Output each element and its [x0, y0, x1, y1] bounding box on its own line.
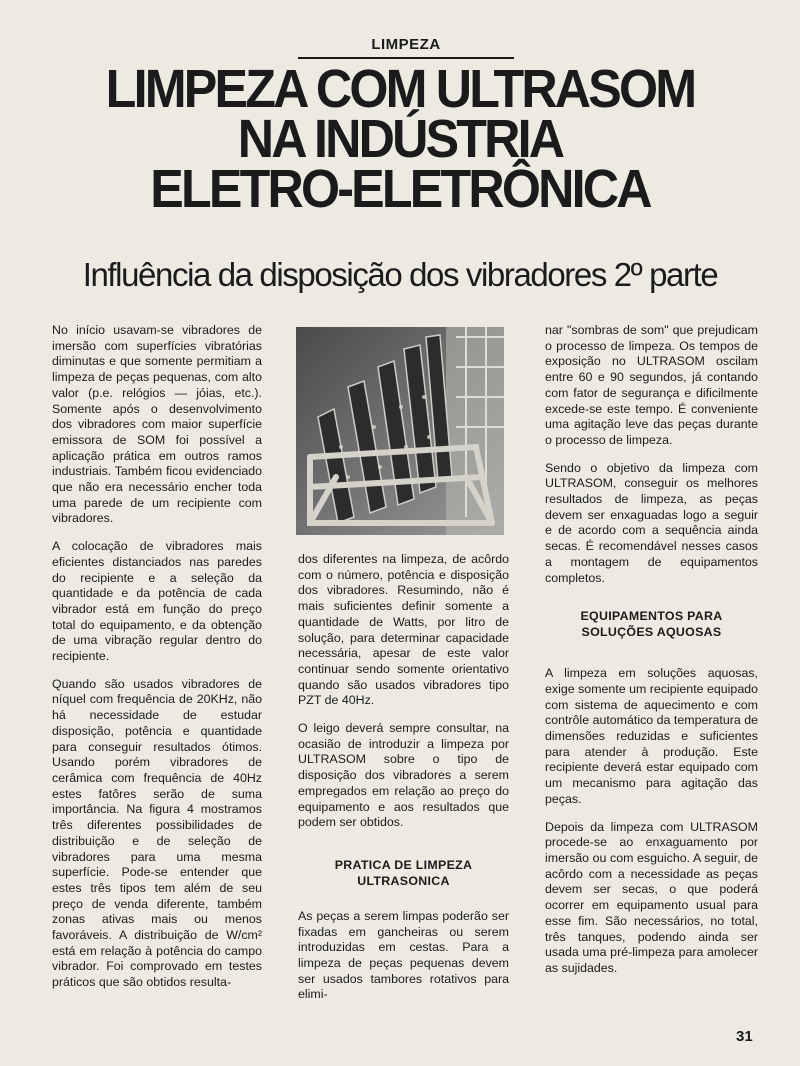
title-line-1: LIMPEZA COM ULTRASOM [105, 59, 695, 119]
paragraph: Quando são usados vibradores de níquel com frequência de 20KHz, não há necessidade de estudar disposição, potência e quantidade para conseguir resultados ótimos. Usando porém vibradores de cerâmica com frequência de 40Hz estes fatôres serão de suma importância. Na figura 4 mostramos três diferentes possibilidades de distribuição e de seleção de vibradores para uma mesma superfície. Pode-se entender que estes três tipos tem além de seu preço de venda diferente, também zonas ativas mais ou menos favoráveis. A distribuição de W/cm² está em relação à potência do campo vibrador. Foi comprovado em testes práticos que são obtidos resulta- [52, 676, 262, 990]
page-number: 31 [736, 1028, 753, 1045]
title-line-3: ELETRO-ELETRÔNICA [150, 159, 650, 219]
subsection-heading-equipamentos [545, 608, 758, 640]
paragraph: O leigo deverá sempre consultar, na ocasião de introduzir a limpeza por ULTRASOM sobre o tipo de disposição dos vibradores a serem empregados em relação ao preço do equipamento e aos resultados que podem ser obtidos. [298, 721, 509, 830]
article-subtitle: Influência da disposição dos vibradores 2º parte [82, 256, 718, 293]
paragraph: dos diferentes na limpeza, de acôrdo com o número, potência e disposição dos vibradores. Resumindo, não é mais suficientes definir somente a quantidade de Watts, por litro de solução, para determinar capacidade necessária, apesar de este valor continuar sendo somente orientativo quando são usados vibradores tipo PZT de 40Hz. [298, 552, 509, 708]
paragraph: Depois da limpeza com ULTRASOM procede-se ao enxaguamento por imersão ou com esguicho. A seguir, de acôrdo com a necessidade as peças devem ser secas, o que poderá ocorrer em equipamento usual para esse fim. São necessários, no total, três tanques, podendo ainda ser usada uma pré-limpeza para amolecer as sujidades. [545, 819, 758, 975]
paragraph: No início usavam-se vibradores de imersão com superfícies vibratórias diminutas e que somente permitiam a limpeza de peças pequenas, com alto valor (p.e. relógios — jóias, etc.). Somente após o desenvolvimento dos vibradores com maior superfície emissora de SOM foi possível a aplicação prática em outros ramos industriais. Também ficou evidenciado que não era necessário encher toda uma parede de um recipiente com vibradores. [52, 323, 262, 526]
subsection-heading-pratica [298, 857, 509, 889]
heading-line: EQUIPAMENTOS PARA [580, 609, 723, 624]
text-column-3 [545, 323, 758, 989]
paragraph: nar "sombras de som" que prejudicam o processo de limpeza. Os tempos de exposição no ULTRASOM oscilam entre 60 e 90 segundos, já contando com fator de segurança e dificilmente excede-se este tempo. É conveniente uma agitação leve das peças durante o processo de limpeza. [545, 323, 758, 447]
heading-line: PRATICA DE LIMPEZA [334, 857, 473, 872]
basket-illustration [296, 327, 504, 535]
text-column-1 [52, 323, 262, 1003]
paragraph: As peças a serem limpas poderão ser fixadas em gancheiras ou serem introduzidas em cestas. Para a limpeza de peças pequenas devem ser usados tambores rotativos para elimi- [298, 908, 509, 1002]
section-label: LIMPEZA [298, 37, 514, 59]
heading-line: ULTRASONICA [357, 873, 450, 888]
ultrasonic-basket-photo [296, 327, 504, 535]
paragraph: A limpeza em soluções aquosas, exige somente um recipiente equipado com sistema de aquecimento e com contrôle automático da temperatura de dimensões reduzidas e suficientes para atender à produção. Este recipiente deverá estar equipado com um mecanismo para agitação das peças. [545, 666, 758, 806]
title-line-2: NA INDÚSTRIA [237, 109, 563, 169]
paragraph: Sendo o objetivo da limpeza com ULTRASOM, conseguir os melhores resultados de limpeza, as peças devem ser enxaguadas logo a seguir e de acordo com a sequência ainda secas. É recomendável nesses casos a montagem de equipamentos completos. [545, 460, 758, 585]
heading-line: SOLUÇÕES AQUOSAS [581, 625, 722, 640]
article-title [28, 59, 772, 219]
text-column-2 [298, 552, 509, 1015]
paragraph: A colocação de vibradores mais eficientes distanciados nas paredes do recipiente e a seleção da quantidade e da potência de cada vibrador está em função do preço total do equipamento, e da obtenção de uma vibração regular dentro do recipiente. [52, 539, 262, 664]
